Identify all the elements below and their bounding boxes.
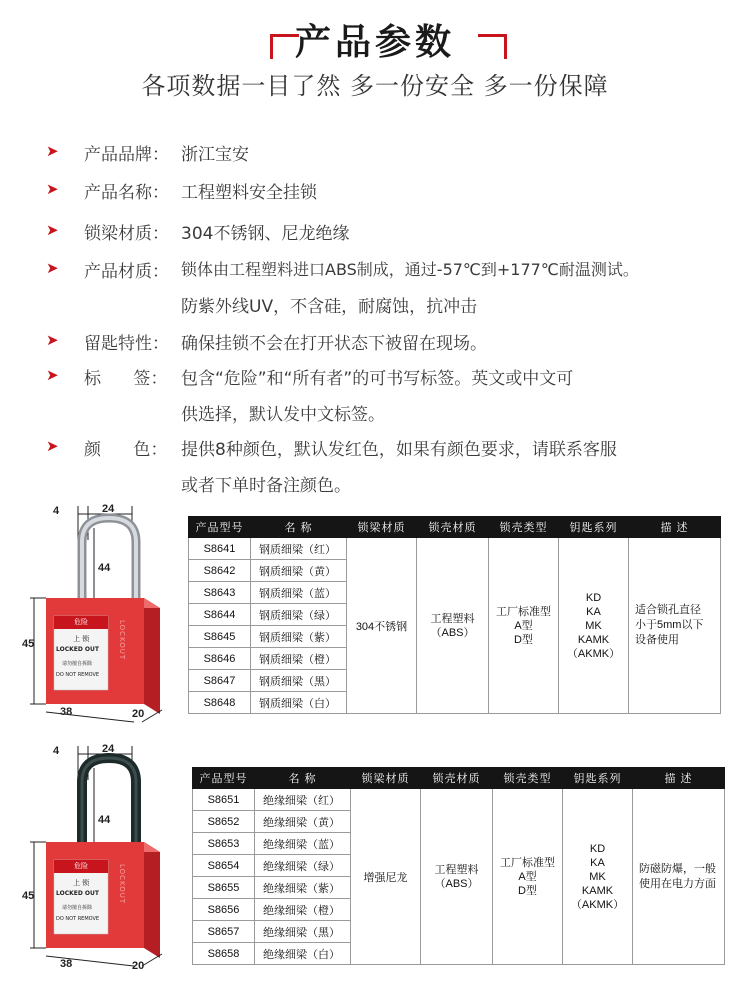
cell-model: S8645 xyxy=(189,626,251,648)
section-header xyxy=(0,0,750,110)
cell-shell-type xyxy=(493,789,563,965)
spec-table-nylon xyxy=(192,767,725,965)
col-header-shell-type: 锁壳类型 xyxy=(493,768,563,789)
cell-name: 钢质细梁（橙） xyxy=(251,648,347,670)
cell-name: 绝缘细梁（红） xyxy=(255,789,351,811)
key-series-line: KAMK xyxy=(581,884,614,897)
spec-label: 产品材质： xyxy=(84,262,169,282)
spec-label: 产品名称： xyxy=(84,183,169,203)
cell-name: 绝缘细梁（紫） xyxy=(255,877,351,899)
lock-label-danger: 危险 xyxy=(74,618,88,626)
cell-name: 钢质细梁（红） xyxy=(251,538,347,560)
key-series-line: （AKMK） xyxy=(570,898,625,911)
arrow-right-icon: ➤ xyxy=(46,331,59,349)
spec-table-steel xyxy=(188,516,721,714)
lock-side-text: LOCKOUT xyxy=(118,864,126,905)
key-series-line: MK xyxy=(585,619,602,632)
cell-model: S8656 xyxy=(193,899,255,921)
dim-body-depth: 38 xyxy=(60,958,73,970)
cell-model: S8658 xyxy=(193,943,255,965)
cell-model: S8641 xyxy=(189,538,251,560)
cell-key-series xyxy=(563,789,633,965)
cell-name: 钢质细梁（蓝） xyxy=(251,582,347,604)
dim-body-thickness: 20 xyxy=(132,960,145,972)
table-row xyxy=(193,789,725,811)
spec-value: 锁体由工程塑料进口ABS制成，通过-57℃到+177℃耐温测试。 xyxy=(181,260,639,279)
description-line: 防磁防爆，一般 xyxy=(639,862,716,875)
shell-type-line: 工厂标准型 xyxy=(500,856,555,869)
padlock-illustration xyxy=(20,500,185,735)
spec-value: 工程塑料安全挂锁 xyxy=(181,183,317,203)
cell-name: 绝缘细梁（蓝） xyxy=(255,833,351,855)
shell-material-line: （ABS） xyxy=(430,626,475,639)
dim-shackle-width: 24 xyxy=(102,503,115,515)
lock-label-do-not-remove: DO NOT REMOVE xyxy=(56,672,100,678)
col-header-name: 名 称 xyxy=(251,517,347,538)
shell-type-line: 工厂标准型 xyxy=(496,605,551,618)
padlock-illustration xyxy=(20,742,185,977)
dim-body-thickness: 20 xyxy=(132,708,145,720)
cell-shackle-material: 增强尼龙 xyxy=(351,789,421,965)
description-line: 使用在电力方面 xyxy=(639,877,716,890)
cell-name: 绝缘细梁（橙） xyxy=(255,899,351,921)
cell-description xyxy=(633,789,725,965)
key-series-line: MK xyxy=(589,870,606,883)
dim-shackle-height: 44 xyxy=(98,562,111,574)
page-title: 产品参数 xyxy=(294,22,455,63)
cell-name: 钢质细梁（黄） xyxy=(251,560,347,582)
key-series-line: KD xyxy=(589,842,606,855)
cell-model: S8652 xyxy=(193,811,255,833)
cell-model: S8655 xyxy=(193,877,255,899)
col-header-model: 产品型号 xyxy=(189,517,251,538)
shell-material-line: 工程塑料 xyxy=(434,863,479,876)
dim-shackle-diameter: 4 xyxy=(53,745,60,757)
table-header-row xyxy=(193,768,725,789)
page-subtitle: 各项数据一目了然 多一份安全 多一份保障 xyxy=(141,72,609,100)
shell-material-line: （ABS） xyxy=(434,877,479,890)
cell-name: 绝缘细梁（白） xyxy=(255,943,351,965)
description-line: 小于5mm以下 xyxy=(635,619,704,631)
spec-value: 提供8种颜色，默认发红色，如果有颜色要求，请联系客服 xyxy=(181,440,617,460)
shell-material-line: 工程塑料 xyxy=(430,612,475,625)
cell-model: S8643 xyxy=(189,582,251,604)
spec-value: 确保挂锁不会在打开状态下被留在现场。 xyxy=(181,334,487,354)
spec-value-continued: 防紫外线UV，不含硅，耐腐蚀，抗冲击 xyxy=(181,297,478,317)
cell-model: S8654 xyxy=(193,855,255,877)
arrow-right-icon: ➤ xyxy=(46,180,59,198)
spec-label: 标 签： xyxy=(84,369,168,389)
lock-label-cn-small: 请勿擅自拆除 xyxy=(62,905,93,911)
lock-label-locked: 上 锁 xyxy=(73,635,90,643)
col-header-shell-material: 锁壳材质 xyxy=(421,768,493,789)
spec-label: 留匙特性： xyxy=(84,334,169,354)
cell-model: S8657 xyxy=(193,921,255,943)
cell-model: S8646 xyxy=(189,648,251,670)
cell-model: S8647 xyxy=(189,670,251,692)
lock-side-text: LOCKOUT xyxy=(118,620,126,661)
lock-label-do-not-remove: DO NOT REMOVE xyxy=(56,916,100,922)
dim-body-height: 45 xyxy=(22,890,35,902)
cell-model: S8642 xyxy=(189,560,251,582)
col-header-shell-material: 锁壳材质 xyxy=(417,517,489,538)
cell-description xyxy=(629,538,721,714)
lock-label-danger: 危险 xyxy=(74,862,88,870)
spec-value-continued: 或者下单时备注颜色。 xyxy=(181,476,351,496)
dim-shackle-diameter: 4 xyxy=(53,505,60,517)
cell-shackle-material: 304不锈钢 xyxy=(347,538,417,714)
cell-model: S8644 xyxy=(189,604,251,626)
spec-value: 304不锈钢、尼龙绝缘 xyxy=(181,224,350,244)
shell-type-line: D型 xyxy=(518,884,537,897)
cell-shell-material xyxy=(421,789,493,965)
key-series-line: KAMK xyxy=(577,633,610,646)
key-series-line: KA xyxy=(590,856,605,869)
key-series-line: （AKMK） xyxy=(566,647,621,660)
table-row xyxy=(189,538,721,560)
cell-model: S8648 xyxy=(189,692,251,714)
spec-label: 锁梁材质： xyxy=(84,224,169,244)
lock-dimension-diagram-steel xyxy=(20,500,185,735)
shell-type-line: D型 xyxy=(514,633,533,646)
lock-label-locked-out: LOCKED OUT xyxy=(56,646,99,653)
cell-name: 钢质细梁（白） xyxy=(251,692,347,714)
cell-name: 钢质细梁（紫） xyxy=(251,626,347,648)
lock-label-locked-out: LOCKED OUT xyxy=(56,890,99,897)
dim-shackle-height: 44 xyxy=(98,814,111,826)
arrow-right-icon: ➤ xyxy=(46,366,59,384)
cell-key-series xyxy=(559,538,629,714)
key-series-line: KD xyxy=(585,591,602,604)
dim-body-height: 45 xyxy=(22,638,35,650)
dim-shackle-width: 24 xyxy=(102,743,115,755)
table-header-row xyxy=(189,517,721,538)
spec-value-continued: 供选择，默认发中文标签。 xyxy=(181,405,385,425)
col-header-description: 描 述 xyxy=(629,517,721,538)
col-header-shackle-material: 锁梁材质 xyxy=(351,768,421,789)
col-header-model: 产品型号 xyxy=(193,768,255,789)
description-line: 设备使用 xyxy=(635,634,679,646)
lock-dimension-diagram-nylon xyxy=(20,742,185,977)
description-line: 适合锁孔直径 xyxy=(635,604,701,616)
cell-model: S8651 xyxy=(193,789,255,811)
col-header-shackle-material: 锁梁材质 xyxy=(347,517,417,538)
arrow-right-icon: ➤ xyxy=(46,437,59,455)
cell-name: 钢质细梁（绿） xyxy=(251,604,347,626)
cell-shell-material xyxy=(417,538,489,714)
spec-value: 浙江宝安 xyxy=(181,145,249,165)
cell-name: 绝缘细梁（黄） xyxy=(255,811,351,833)
shell-type-line: A型 xyxy=(514,619,533,632)
cell-name: 绝缘细梁（黑） xyxy=(255,921,351,943)
col-header-description: 描 述 xyxy=(633,768,725,789)
lock-label-cn-small: 请勿擅自拆除 xyxy=(62,661,93,667)
arrow-right-icon: ➤ xyxy=(46,142,59,160)
cell-name: 绝缘细梁（绿） xyxy=(255,855,351,877)
spec-label: 产品品牌： xyxy=(84,145,169,165)
dim-body-depth: 38 xyxy=(60,706,73,718)
cell-shell-type xyxy=(489,538,559,714)
cell-name: 钢质细梁（黑） xyxy=(251,670,347,692)
cell-model: S8653 xyxy=(193,833,255,855)
key-series-line: KA xyxy=(586,605,601,618)
col-header-key-series: 钥匙系列 xyxy=(559,517,629,538)
lock-label-locked: 上 锁 xyxy=(73,879,90,887)
arrow-right-icon: ➤ xyxy=(46,221,59,239)
arrow-right-icon: ➤ xyxy=(46,259,59,277)
spec-value: 包含“危险”和“所有者”的可书写标签。英文或中文可 xyxy=(181,369,574,389)
col-header-shell-type: 锁壳类型 xyxy=(489,517,559,538)
col-header-key-series: 钥匙系列 xyxy=(563,768,633,789)
spec-label: 颜 色： xyxy=(84,440,168,460)
shell-type-line: A型 xyxy=(518,870,537,883)
col-header-name: 名 称 xyxy=(255,768,351,789)
